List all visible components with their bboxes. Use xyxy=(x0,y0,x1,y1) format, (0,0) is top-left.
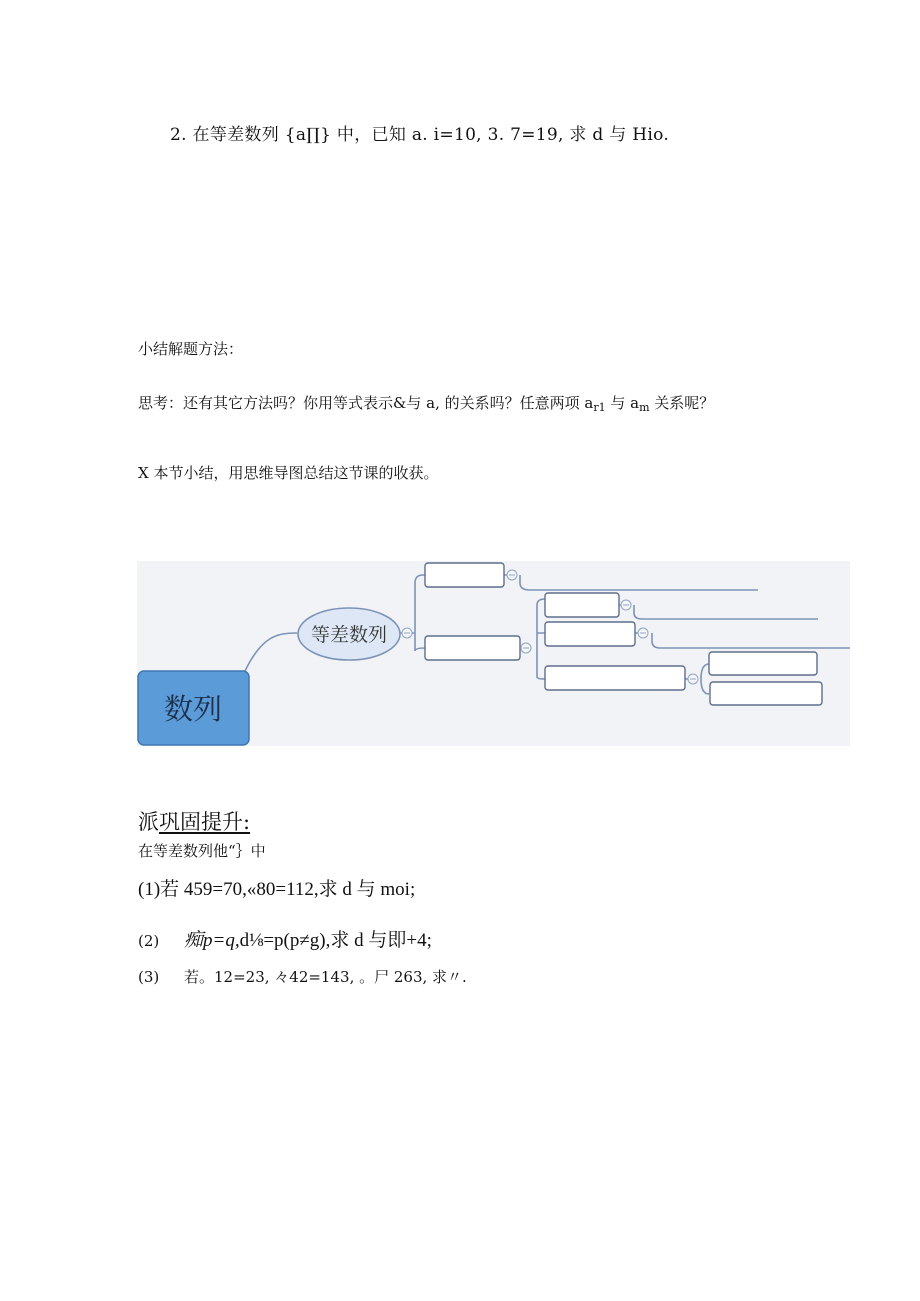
exercise-1: (1)若 459=70,«80=112,求 d 与 moi; xyxy=(138,879,416,900)
root-node-label: 数列 xyxy=(163,692,223,726)
sub-box-1 xyxy=(545,593,619,617)
exercise-3 xyxy=(138,966,467,987)
branch-box-bottom xyxy=(425,636,520,660)
exercise-3-number: (3) xyxy=(138,968,160,986)
think-question xyxy=(138,392,714,414)
sub-box-2 xyxy=(545,622,635,646)
upper-leaf-line xyxy=(504,575,758,590)
leaf-box-2 xyxy=(710,682,822,705)
summary-method-heading: 小结解题方法： xyxy=(138,340,244,358)
mind-map xyxy=(137,561,850,746)
lower-branch-lines xyxy=(517,599,545,679)
branch-box-top xyxy=(425,563,504,587)
consolidate-prefix: 派 xyxy=(138,810,159,834)
consolidate-title: 巩固提升: xyxy=(159,810,251,834)
consolidate-intro: 在等差数列他“｝中 xyxy=(138,842,266,860)
root-connector xyxy=(245,633,297,671)
leaf-box-1 xyxy=(709,652,817,675)
center-node-label: 等差数列 xyxy=(310,624,388,646)
think-text-3: 关系呢？ xyxy=(649,394,715,412)
sub2-leaf-line xyxy=(635,633,850,648)
exercise-2 xyxy=(138,925,432,952)
center-branch-lines xyxy=(399,575,425,651)
think-subscript-2: m xyxy=(639,401,650,414)
sub1-leaf-line xyxy=(619,605,818,619)
think-subscript-1: r1 xyxy=(593,401,606,414)
exercise-2-text: d⅛=p(p≠g),求 d 与即+4; xyxy=(239,930,432,951)
exercise-2-italic: 痴p=q, xyxy=(184,930,240,951)
problem-2: 2. 在等差数列 {a∏} 中，已知 a. i=10, 3. 7=19, 求 d 与 Hio. xyxy=(170,125,670,145)
mind-map-drawing xyxy=(137,561,850,746)
sub-box-3 xyxy=(545,666,685,690)
exercise-2-number: (2) xyxy=(138,932,160,950)
consolidate-heading xyxy=(138,806,250,836)
think-text-1: 思考：还有其它方法吗？你用等式表示&与 a, 的关系吗？任意两项 a xyxy=(138,394,594,412)
section-summary-instruction: X 本节小结，用思维导图总结这节课的收获。 xyxy=(138,464,439,482)
exercise-3-text: 若。12=23, 々42=143, 。尸 263, 求〃. xyxy=(184,968,467,986)
think-text-2: 与 a xyxy=(605,394,640,412)
